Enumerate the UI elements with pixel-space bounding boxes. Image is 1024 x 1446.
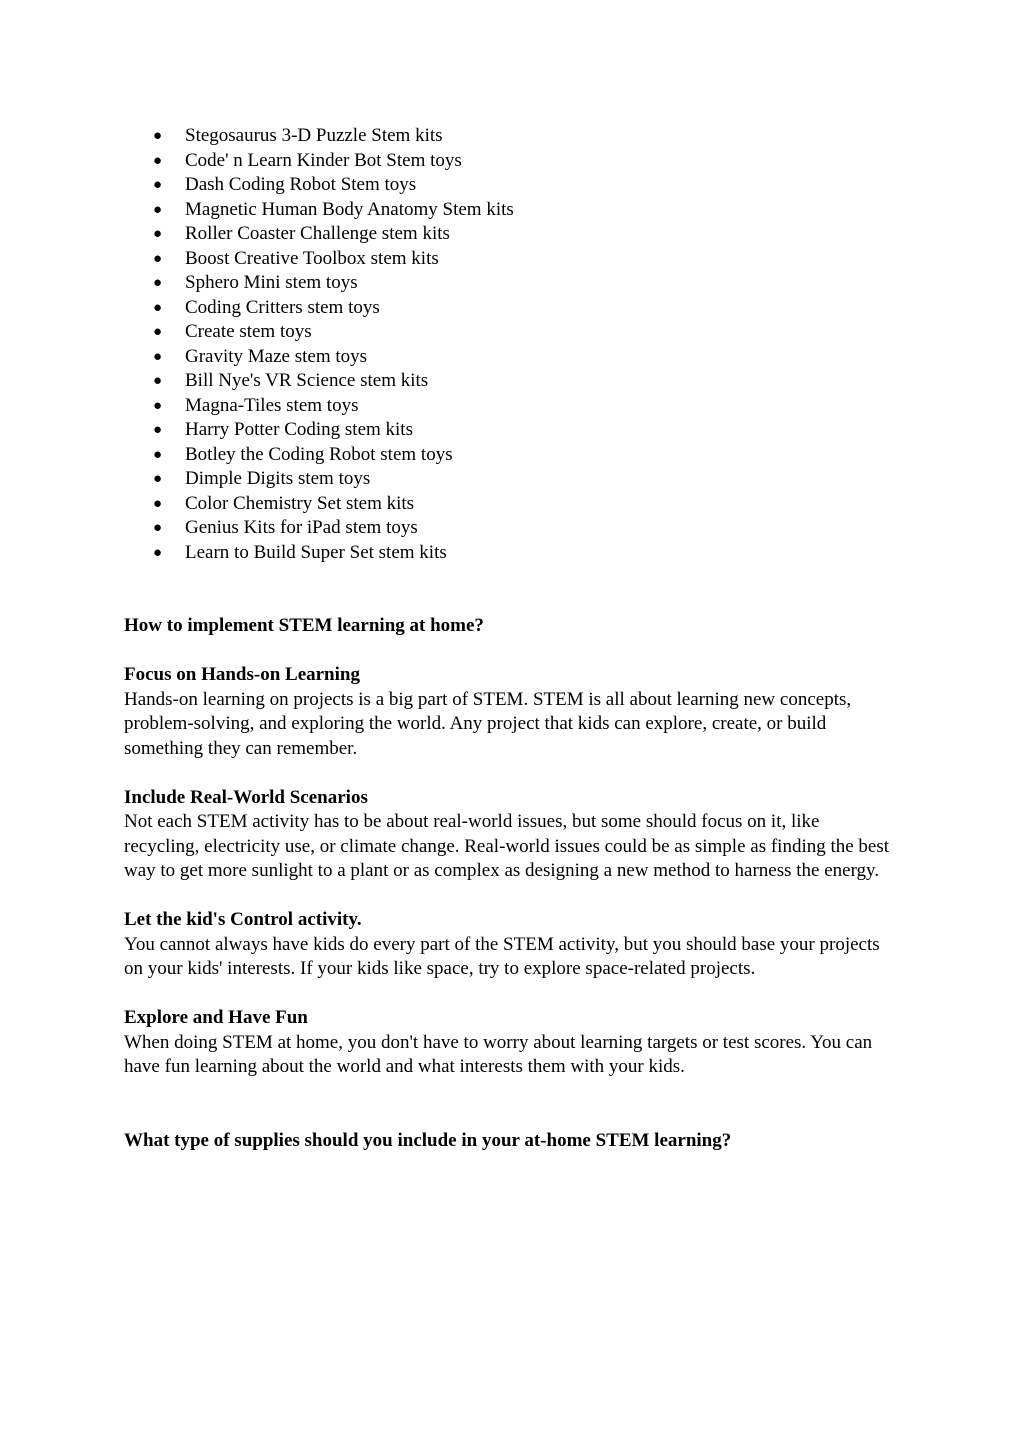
list-item (124, 418, 894, 443)
list-item-text: Gravity Maze stem toys (185, 345, 368, 367)
bullet-icon: ● (153, 299, 163, 316)
bullet-icon: ● (153, 201, 163, 218)
section-gap (124, 982, 894, 1007)
bullet-icon: ● (153, 397, 163, 414)
section-heading-supplies: What type of supplies should you include in your at-home STEM learning? (124, 1129, 732, 1151)
list-item (124, 345, 894, 370)
bullet-icon: ● (153, 177, 163, 193)
bullet-icon: ● (153, 446, 163, 463)
list-item (124, 222, 894, 247)
document-page (124, 124, 894, 1153)
list-item-text: Color Chemistry Set stem kits (185, 492, 415, 514)
list-item-text: Code' n Learn Kinder Bot Stem toys (185, 149, 462, 171)
list-item-text: Create stem toys (185, 321, 312, 342)
list-item (124, 369, 894, 394)
bullet-icon: ● (153, 152, 163, 169)
bullet-icon: ● (153, 226, 163, 242)
bullet-icon: ● (153, 250, 163, 267)
bullet-icon: ● (153, 471, 163, 487)
bullet-icon: ● (153, 275, 163, 291)
list-item (124, 149, 894, 174)
list-item-text: Magna-Tiles stem toys (185, 394, 359, 416)
bullet-icon: ● (153, 544, 163, 561)
bullet-icon: ● (153, 373, 163, 389)
tip-body: You cannot always have kids do every part of the STEM activity, but you should base your projects on your kids' interests. If your kids like space, try to explore space-related projects. (124, 933, 880, 979)
list-item-text: Dash Coding Robot Stem toys (185, 174, 417, 195)
bullet-icon: ● (153, 324, 163, 340)
list-item-text: Dimple Digits stem toys (185, 468, 371, 489)
list-item-text: Botley the Coding Robot stem toys (185, 443, 453, 465)
list-item (124, 492, 894, 517)
bullet-icon: ● (153, 520, 163, 536)
tip-heading: Let the kid's Control activity. (124, 909, 362, 930)
stem-kit-list (124, 124, 894, 565)
list-item-text: Magnetic Human Body Anatomy Stem kits (185, 198, 514, 220)
tip-body: Hands-on learning on projects is a big part of STEM. STEM is all about learning new concepts, problem-solving, and exploring the world. Any project that kids can explore, create, or build something they can remember. (124, 688, 852, 759)
list-item (124, 124, 894, 149)
list-item (124, 443, 894, 468)
tip-heading: Explore and Have Fun (124, 1007, 308, 1028)
list-item (124, 467, 894, 492)
list-item-text: Coding Critters stem toys (185, 296, 380, 318)
list-item-text: Learn to Build Super Set stem kits (185, 541, 447, 563)
tip-heading: Include Real-World Scenarios (124, 786, 368, 808)
bullet-icon: ● (153, 348, 163, 365)
list-item (124, 271, 894, 296)
tip-heading: Focus on Hands-on Learning (124, 664, 360, 685)
list-item (124, 198, 894, 223)
section-gap (124, 761, 894, 786)
list-item-text: Bill Nye's VR Science stem kits (185, 370, 429, 391)
bullet-icon: ● (153, 422, 163, 438)
tip-body: When doing STEM at home, you don't have to worry about learning targets or test scores. You can have fun learning about the world and what interests them with your kids. (124, 1031, 873, 1077)
list-item-text: Stegosaurus 3-D Puzzle Stem kits (185, 125, 443, 146)
bullet-icon: ● (153, 128, 163, 144)
section-gap (124, 565, 894, 614)
list-item (124, 320, 894, 345)
section-gap (124, 884, 894, 909)
list-item-text: Harry Potter Coding stem kits (185, 419, 413, 440)
list-item (124, 541, 894, 566)
section-gap (124, 1080, 894, 1129)
tip-body: Not each STEM activity has to be about real-world issues, but some should focus on it, like recycling, electricity use, or climate change. Real-world issues could be as simple as finding the best way to get more sunlight to a plant or as complex as designing a new method to harness the energy. (124, 811, 890, 881)
list-item (124, 173, 894, 198)
list-item-text: Roller Coaster Challenge stem kits (185, 223, 450, 244)
list-item-text: Genius Kits for iPad stem toys (185, 517, 418, 538)
list-item-text: Sphero Mini stem toys (185, 272, 358, 293)
bullet-icon: ● (153, 495, 163, 512)
section-gap (124, 639, 894, 664)
section-heading-how: How to implement STEM learning at home? (124, 615, 484, 636)
list-item (124, 296, 894, 321)
list-item (124, 516, 894, 541)
list-item (124, 247, 894, 272)
list-item (124, 394, 894, 419)
list-item-text: Boost Creative Toolbox stem kits (185, 247, 439, 269)
